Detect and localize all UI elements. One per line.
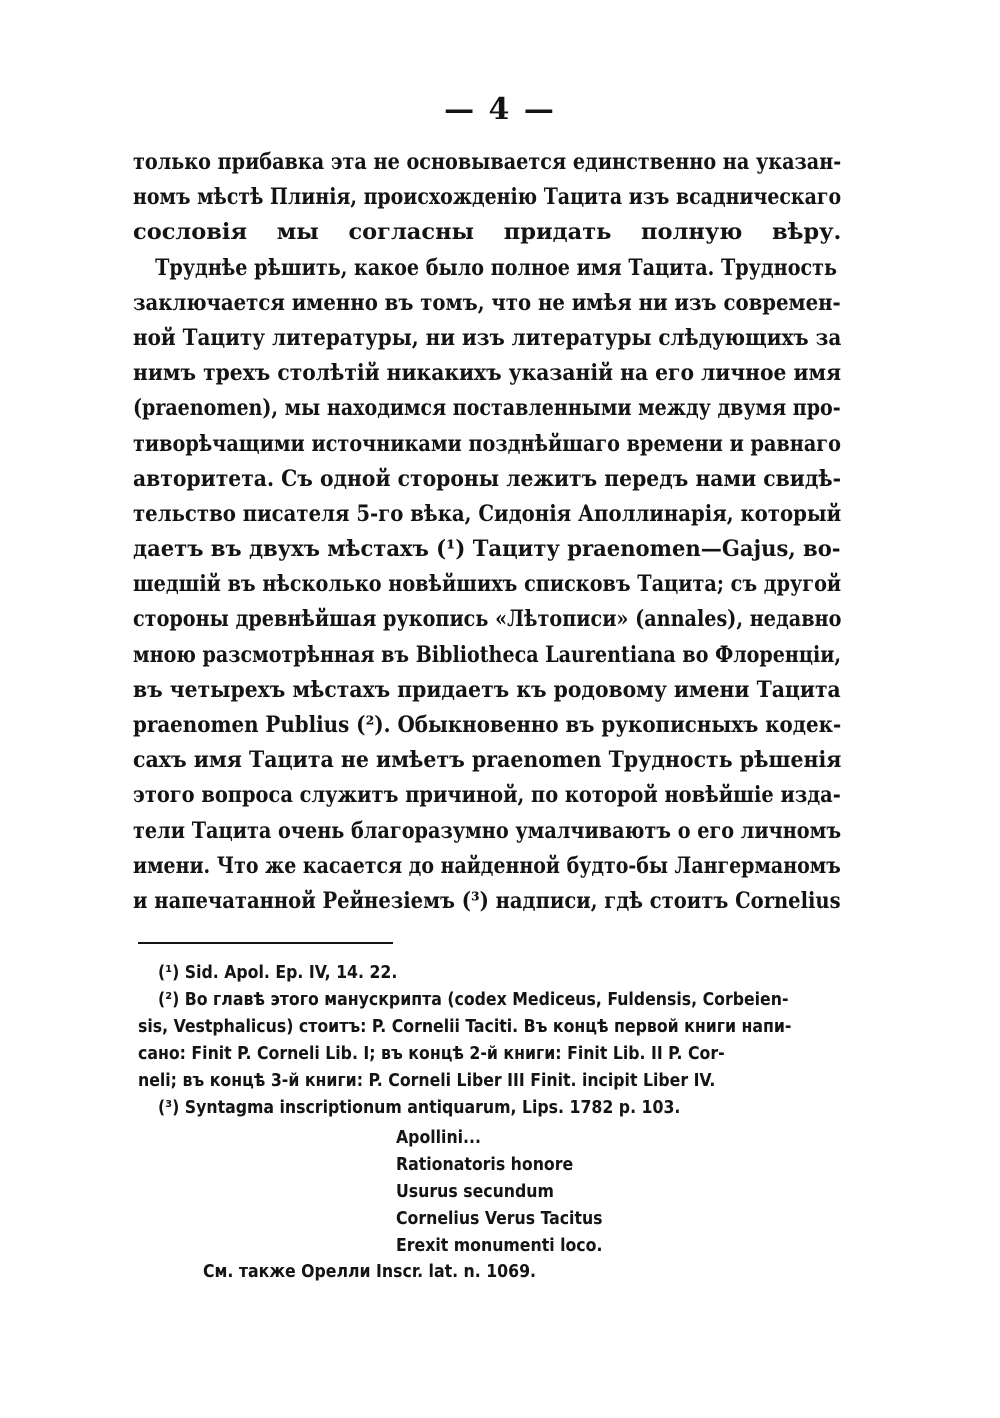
inscription-line: Apollini... — [396, 1128, 481, 1148]
inscription-line: Erexit monumenti loco. — [396, 1236, 603, 1256]
footnote-2-cont: сано: Finit P. Corneli Lib. I; въ концѣ 2-й книги: Finit Lib. II P. Cor- — [138, 1044, 725, 1064]
inscription-line: Usurus secundum — [396, 1182, 554, 1202]
footnote-2-cont: sis, Vestphalicus) стоитъ: P. Cornelii Taciti. Въ концѣ первой книги напи- — [138, 1017, 792, 1037]
main-text — [133, 145, 841, 919]
footnote-2: (²) Во главѣ этого манускрипта (codex Mediceus, Fuldensis, Corbeien- — [158, 990, 789, 1010]
text-line: шедшій въ нѣсколько новѣйшихъ списковъ Тацита; съ другой — [133, 571, 842, 598]
text-line: имени. Что же касается до найденной будто-бы Лангерманомъ — [133, 852, 841, 879]
page-number: — 4 — — [444, 92, 556, 127]
footnote-2-cont: neli; въ концѣ 3-й книги: P. Corneli Liber III Finit. incipit Liber IV. — [138, 1071, 716, 1091]
text-line: номъ мѣстѣ Плинія, происхожденію Тацита изъ всадническаго — [133, 184, 842, 211]
text-line: тели Тацита очень благоразумно умалчиваютъ о его личномъ — [133, 817, 842, 844]
footnote-1: (¹) Sid. Apol. Ep. IV, 14. 22. — [158, 963, 398, 983]
footnote-3: (³) Syntagma inscriptionum antiquarum, Lips. 1782 p. 103. — [158, 1098, 681, 1118]
text-line: заключается именно въ томъ, что не имѣя ни изъ современ- — [133, 289, 841, 316]
text-line: ной Тациту литературы, ни изъ литературы слѣдующихъ за — [133, 324, 842, 351]
text-line: сословія мы согласны придать полную вѣру. — [133, 219, 842, 246]
inscription-line: Rationatoris honore — [396, 1155, 574, 1175]
footnote-divider — [138, 942, 393, 944]
text-line: тиворѣчащими источниками позднѣйшаго времени и равнаго — [133, 430, 841, 457]
text-line: praenomen Publius (²). Обыкновенно въ рукописныхъ кодек- — [133, 712, 842, 738]
text-line: въ четырехъ мѣстахъ придаетъ къ родовому имени Тацита — [133, 676, 841, 703]
text-line: авторитета. Съ одной стороны лежитъ передъ нами свидѣ- — [133, 465, 842, 492]
text-line: и напечатанной Рейнезіемъ (³) надписи, гдѣ стоитъ Cornelius — [133, 887, 841, 914]
footnotes — [138, 960, 848, 1122]
see-also-reference: См. также Орелли Inscr. lat. n. 1069. — [203, 1262, 537, 1282]
text-line: мною разсмотрѣнная въ Bibliotheca Laurentiana во Флоренціи, — [133, 641, 842, 668]
text-line: этого вопроса служитъ причиной, по которой новѣйшіе изда- — [133, 782, 841, 809]
text-line: только прибавка эта не основывается единственно на указан- — [133, 149, 842, 175]
text-line: стороны древнѣйшая рукопись «Лѣтописи» (annales), недавно — [133, 606, 842, 633]
text-line: тельство писателя 5-го вѣка, Сидонія Аполлинарія, который — [133, 500, 842, 527]
inscription-block — [396, 1125, 603, 1260]
text-line: нимъ трехъ столѣтій никакихъ указаній на его личное имя — [133, 360, 842, 387]
paragraph-start-line: Труднѣе рѣшить, какое было полное имя Тацита. Трудность — [155, 254, 838, 281]
text-line: (praenomen), мы находимся поставленными между двумя про- — [133, 395, 841, 422]
text-line: даетъ въ двухъ мѣстахъ (¹) Тациту praenomen—Gajus, во- — [133, 536, 841, 563]
inscription-line: Cornelius Verus Tacitus — [396, 1209, 603, 1229]
text-line: сахъ имя Тацита не имѣетъ praenomen Трудность рѣшенія — [133, 747, 842, 774]
